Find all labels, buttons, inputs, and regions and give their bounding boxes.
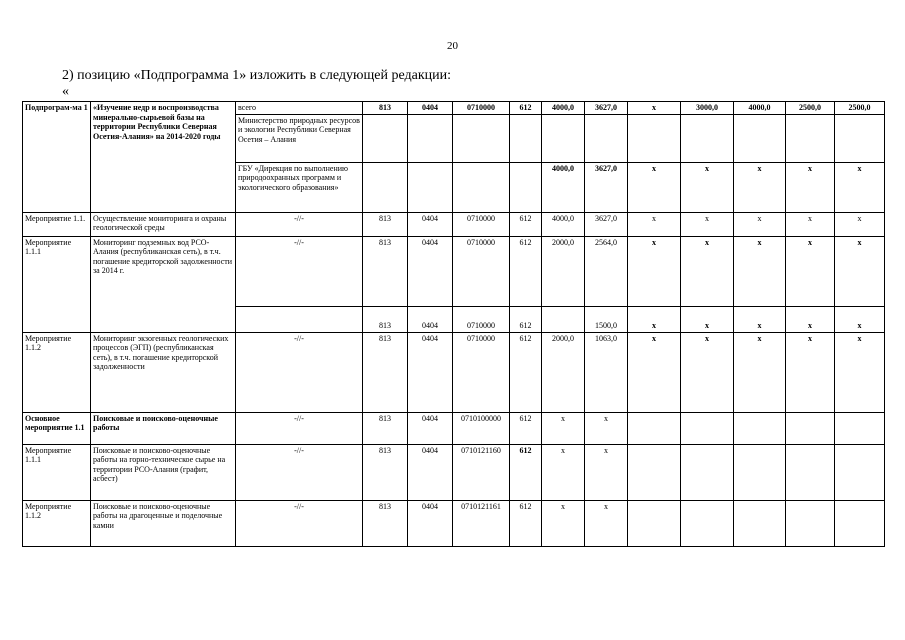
cell-y2014: х bbox=[542, 500, 585, 546]
row-executor: ГБУ «Дирекция по выполнению природоохранных программ и экологического образования» bbox=[236, 162, 363, 212]
row-executor: -//- bbox=[236, 500, 363, 546]
cell-y2018: х bbox=[734, 212, 786, 236]
cell-y2018: 4000,0 bbox=[734, 102, 786, 115]
cell-rzpr: 0404 bbox=[408, 500, 453, 546]
cell-y2016 bbox=[628, 412, 681, 444]
cell-grbs: 813 bbox=[363, 212, 408, 236]
cell-y2017 bbox=[681, 500, 734, 546]
cell-rzpr: 0404 bbox=[408, 236, 453, 306]
cell-csr: 0710000 bbox=[453, 332, 510, 412]
cell-y2016: х bbox=[628, 162, 681, 212]
cell-y2017 bbox=[681, 444, 734, 500]
cell-y2019: х bbox=[786, 332, 835, 412]
row-executor: всего bbox=[236, 102, 363, 115]
cell-y2015: 3627,0 bbox=[585, 102, 628, 115]
cell-csr: 0710100000 bbox=[453, 412, 510, 444]
cell-vr: 612 bbox=[510, 102, 542, 115]
cell-vr: 612 bbox=[510, 212, 542, 236]
cell-y2020: 2500,0 bbox=[835, 102, 885, 115]
cell-grbs: 813 bbox=[363, 412, 408, 444]
cell-y2016 bbox=[628, 114, 681, 162]
cell-y2019 bbox=[786, 114, 835, 162]
row-name: Поисковые и поисково-оценочные работы на драгоценные и поделочные камни bbox=[91, 500, 236, 546]
cell-y2016: х bbox=[628, 306, 681, 332]
cell-csr bbox=[453, 114, 510, 162]
cell-y2019 bbox=[786, 444, 835, 500]
table-row bbox=[23, 444, 885, 500]
cell-grbs: 813 bbox=[363, 332, 408, 412]
cell-rzpr: 0404 bbox=[408, 444, 453, 500]
cell-rzpr bbox=[408, 162, 453, 212]
cell-y2016: х bbox=[628, 236, 681, 306]
program-table bbox=[22, 101, 885, 547]
cell-y2016: х bbox=[628, 212, 681, 236]
row-status: Мероприятие 1.1. bbox=[23, 212, 91, 236]
cell-y2015: х bbox=[585, 500, 628, 546]
cell-y2020: х bbox=[835, 332, 885, 412]
table-row bbox=[23, 412, 885, 444]
cell-y2014: х bbox=[542, 412, 585, 444]
cell-y2020 bbox=[835, 114, 885, 162]
row-name: Осуществление мониторинга и охраны геологической среды bbox=[91, 212, 236, 236]
cell-y2014 bbox=[542, 114, 585, 162]
cell-y2018: х bbox=[734, 162, 786, 212]
row-executor: -//- bbox=[236, 332, 363, 412]
row-name: «Изучение недр и воспроизводства минерально-сырьевой базы на территории Республики Северная Осетия-Алания» на 2014-2020 годы bbox=[91, 102, 236, 213]
row-name: Мониторинг экзогенных геологических процессов (ЭГП) (республиканская сеть), в т.ч. погашение кредиторской задолженности bbox=[91, 332, 236, 412]
row-status: Мероприятие 1.1.2 bbox=[23, 500, 91, 546]
cell-y2017: х bbox=[681, 306, 734, 332]
cell-y2020: х bbox=[835, 306, 885, 332]
cell-y2018 bbox=[734, 412, 786, 444]
cell-y2015: х bbox=[585, 444, 628, 500]
cell-csr: 0710121160 bbox=[453, 444, 510, 500]
row-name: Поисковые и поисково-оценочные работы на горно-техническое сырье на территории РСО-Алания (графит, асбест) bbox=[91, 444, 236, 500]
cell-y2015: 3627,0 bbox=[585, 162, 628, 212]
cell-y2019: 2500,0 bbox=[786, 102, 835, 115]
cell-csr: 0710000 bbox=[453, 212, 510, 236]
cell-vr: 612 bbox=[510, 332, 542, 412]
cell-y2015: 2564,0 bbox=[585, 236, 628, 306]
cell-rzpr: 0404 bbox=[408, 102, 453, 115]
cell-y2017: х bbox=[681, 212, 734, 236]
row-executor: Министерство природных ресурсов и экологии Республики Северная Осетия – Алания bbox=[236, 114, 363, 162]
cell-rzpr: 0404 bbox=[408, 332, 453, 412]
cell-y2019: х bbox=[786, 306, 835, 332]
table-row bbox=[23, 212, 885, 236]
cell-rzpr: 0404 bbox=[408, 412, 453, 444]
cell-y2018 bbox=[734, 444, 786, 500]
cell-grbs: 813 bbox=[363, 306, 408, 332]
cell-grbs bbox=[363, 114, 408, 162]
cell-y2016: х bbox=[628, 102, 681, 115]
cell-y2019 bbox=[786, 412, 835, 444]
open-quote: « bbox=[62, 84, 69, 99]
cell-grbs: 813 bbox=[363, 236, 408, 306]
cell-y2015: 3627,0 bbox=[585, 212, 628, 236]
cell-y2020: х bbox=[835, 212, 885, 236]
cell-y2015: 1500,0 bbox=[585, 306, 628, 332]
row-executor bbox=[236, 306, 363, 332]
cell-y2018: х bbox=[734, 332, 786, 412]
intro-text: 2) позицию «Подпрограмма 1» изложить в следующей редакции: bbox=[62, 68, 452, 83]
cell-y2020 bbox=[835, 500, 885, 546]
cell-y2015 bbox=[585, 114, 628, 162]
row-status: Подпрограм-ма 1 bbox=[23, 102, 91, 213]
cell-vr: 612 bbox=[510, 306, 542, 332]
cell-y2020 bbox=[835, 444, 885, 500]
cell-y2017: х bbox=[681, 332, 734, 412]
table-row bbox=[23, 332, 885, 412]
cell-y2019: х bbox=[786, 236, 835, 306]
table-row bbox=[23, 102, 885, 115]
cell-vr: 612 bbox=[510, 412, 542, 444]
row-status: Основное мероприятие 1.1 bbox=[23, 412, 91, 444]
cell-vr bbox=[510, 114, 542, 162]
cell-y2020 bbox=[835, 412, 885, 444]
cell-rzpr: 0404 bbox=[408, 212, 453, 236]
row-name: Мониторинг подземных вод РСО-Алания (республиканская сеть), в т.ч. погашение кредиторской задолженности за 2014 г. bbox=[91, 236, 236, 332]
cell-y2016 bbox=[628, 444, 681, 500]
cell-y2014: 2000,0 bbox=[542, 236, 585, 306]
cell-y2019: х bbox=[786, 212, 835, 236]
cell-y2014: 4000,0 bbox=[542, 162, 585, 212]
cell-y2015: 1063,0 bbox=[585, 332, 628, 412]
cell-vr: 612 bbox=[510, 444, 542, 500]
cell-csr bbox=[453, 162, 510, 212]
cell-y2020: х bbox=[835, 162, 885, 212]
cell-y2015: х bbox=[585, 412, 628, 444]
cell-y2020: х bbox=[835, 236, 885, 306]
cell-y2018 bbox=[734, 500, 786, 546]
cell-y2019 bbox=[786, 500, 835, 546]
cell-y2017 bbox=[681, 412, 734, 444]
cell-y2016: х bbox=[628, 332, 681, 412]
cell-y2017: 3000,0 bbox=[681, 102, 734, 115]
cell-y2017: х bbox=[681, 236, 734, 306]
cell-y2016 bbox=[628, 500, 681, 546]
cell-grbs: 813 bbox=[363, 444, 408, 500]
cell-y2018 bbox=[734, 114, 786, 162]
row-status: Мероприятие 1.1.1 bbox=[23, 236, 91, 332]
cell-csr: 0710121161 bbox=[453, 500, 510, 546]
cell-y2014: 4000,0 bbox=[542, 212, 585, 236]
cell-csr: 0710000 bbox=[453, 236, 510, 306]
cell-rzpr: 0404 bbox=[408, 306, 453, 332]
row-executor: -//- bbox=[236, 412, 363, 444]
cell-csr: 0710000 bbox=[453, 102, 510, 115]
row-executor: -//- bbox=[236, 212, 363, 236]
cell-y2014 bbox=[542, 306, 585, 332]
cell-csr: 0710000 bbox=[453, 306, 510, 332]
cell-y2014: 4000,0 bbox=[542, 102, 585, 115]
cell-y2018: х bbox=[734, 236, 786, 306]
cell-grbs bbox=[363, 162, 408, 212]
table-row bbox=[23, 500, 885, 546]
row-status: Мероприятие 1.1.1 bbox=[23, 444, 91, 500]
row-name: Поисковые и поисково-оценочные работы bbox=[91, 412, 236, 444]
cell-y2018: х bbox=[734, 306, 786, 332]
cell-y2014: 2000,0 bbox=[542, 332, 585, 412]
cell-grbs: 813 bbox=[363, 102, 408, 115]
cell-y2014: х bbox=[542, 444, 585, 500]
cell-y2019: х bbox=[786, 162, 835, 212]
cell-rzpr bbox=[408, 114, 453, 162]
table-row bbox=[23, 236, 885, 306]
cell-y2017: х bbox=[681, 162, 734, 212]
row-executor: -//- bbox=[236, 236, 363, 306]
row-executor: -//- bbox=[236, 444, 363, 500]
cell-vr: 612 bbox=[510, 236, 542, 306]
cell-y2017 bbox=[681, 114, 734, 162]
page-number: 20 bbox=[447, 40, 458, 52]
row-status: Мероприятие 1.1.2 bbox=[23, 332, 91, 412]
cell-vr bbox=[510, 162, 542, 212]
cell-grbs: 813 bbox=[363, 500, 408, 546]
cell-vr: 612 bbox=[510, 500, 542, 546]
